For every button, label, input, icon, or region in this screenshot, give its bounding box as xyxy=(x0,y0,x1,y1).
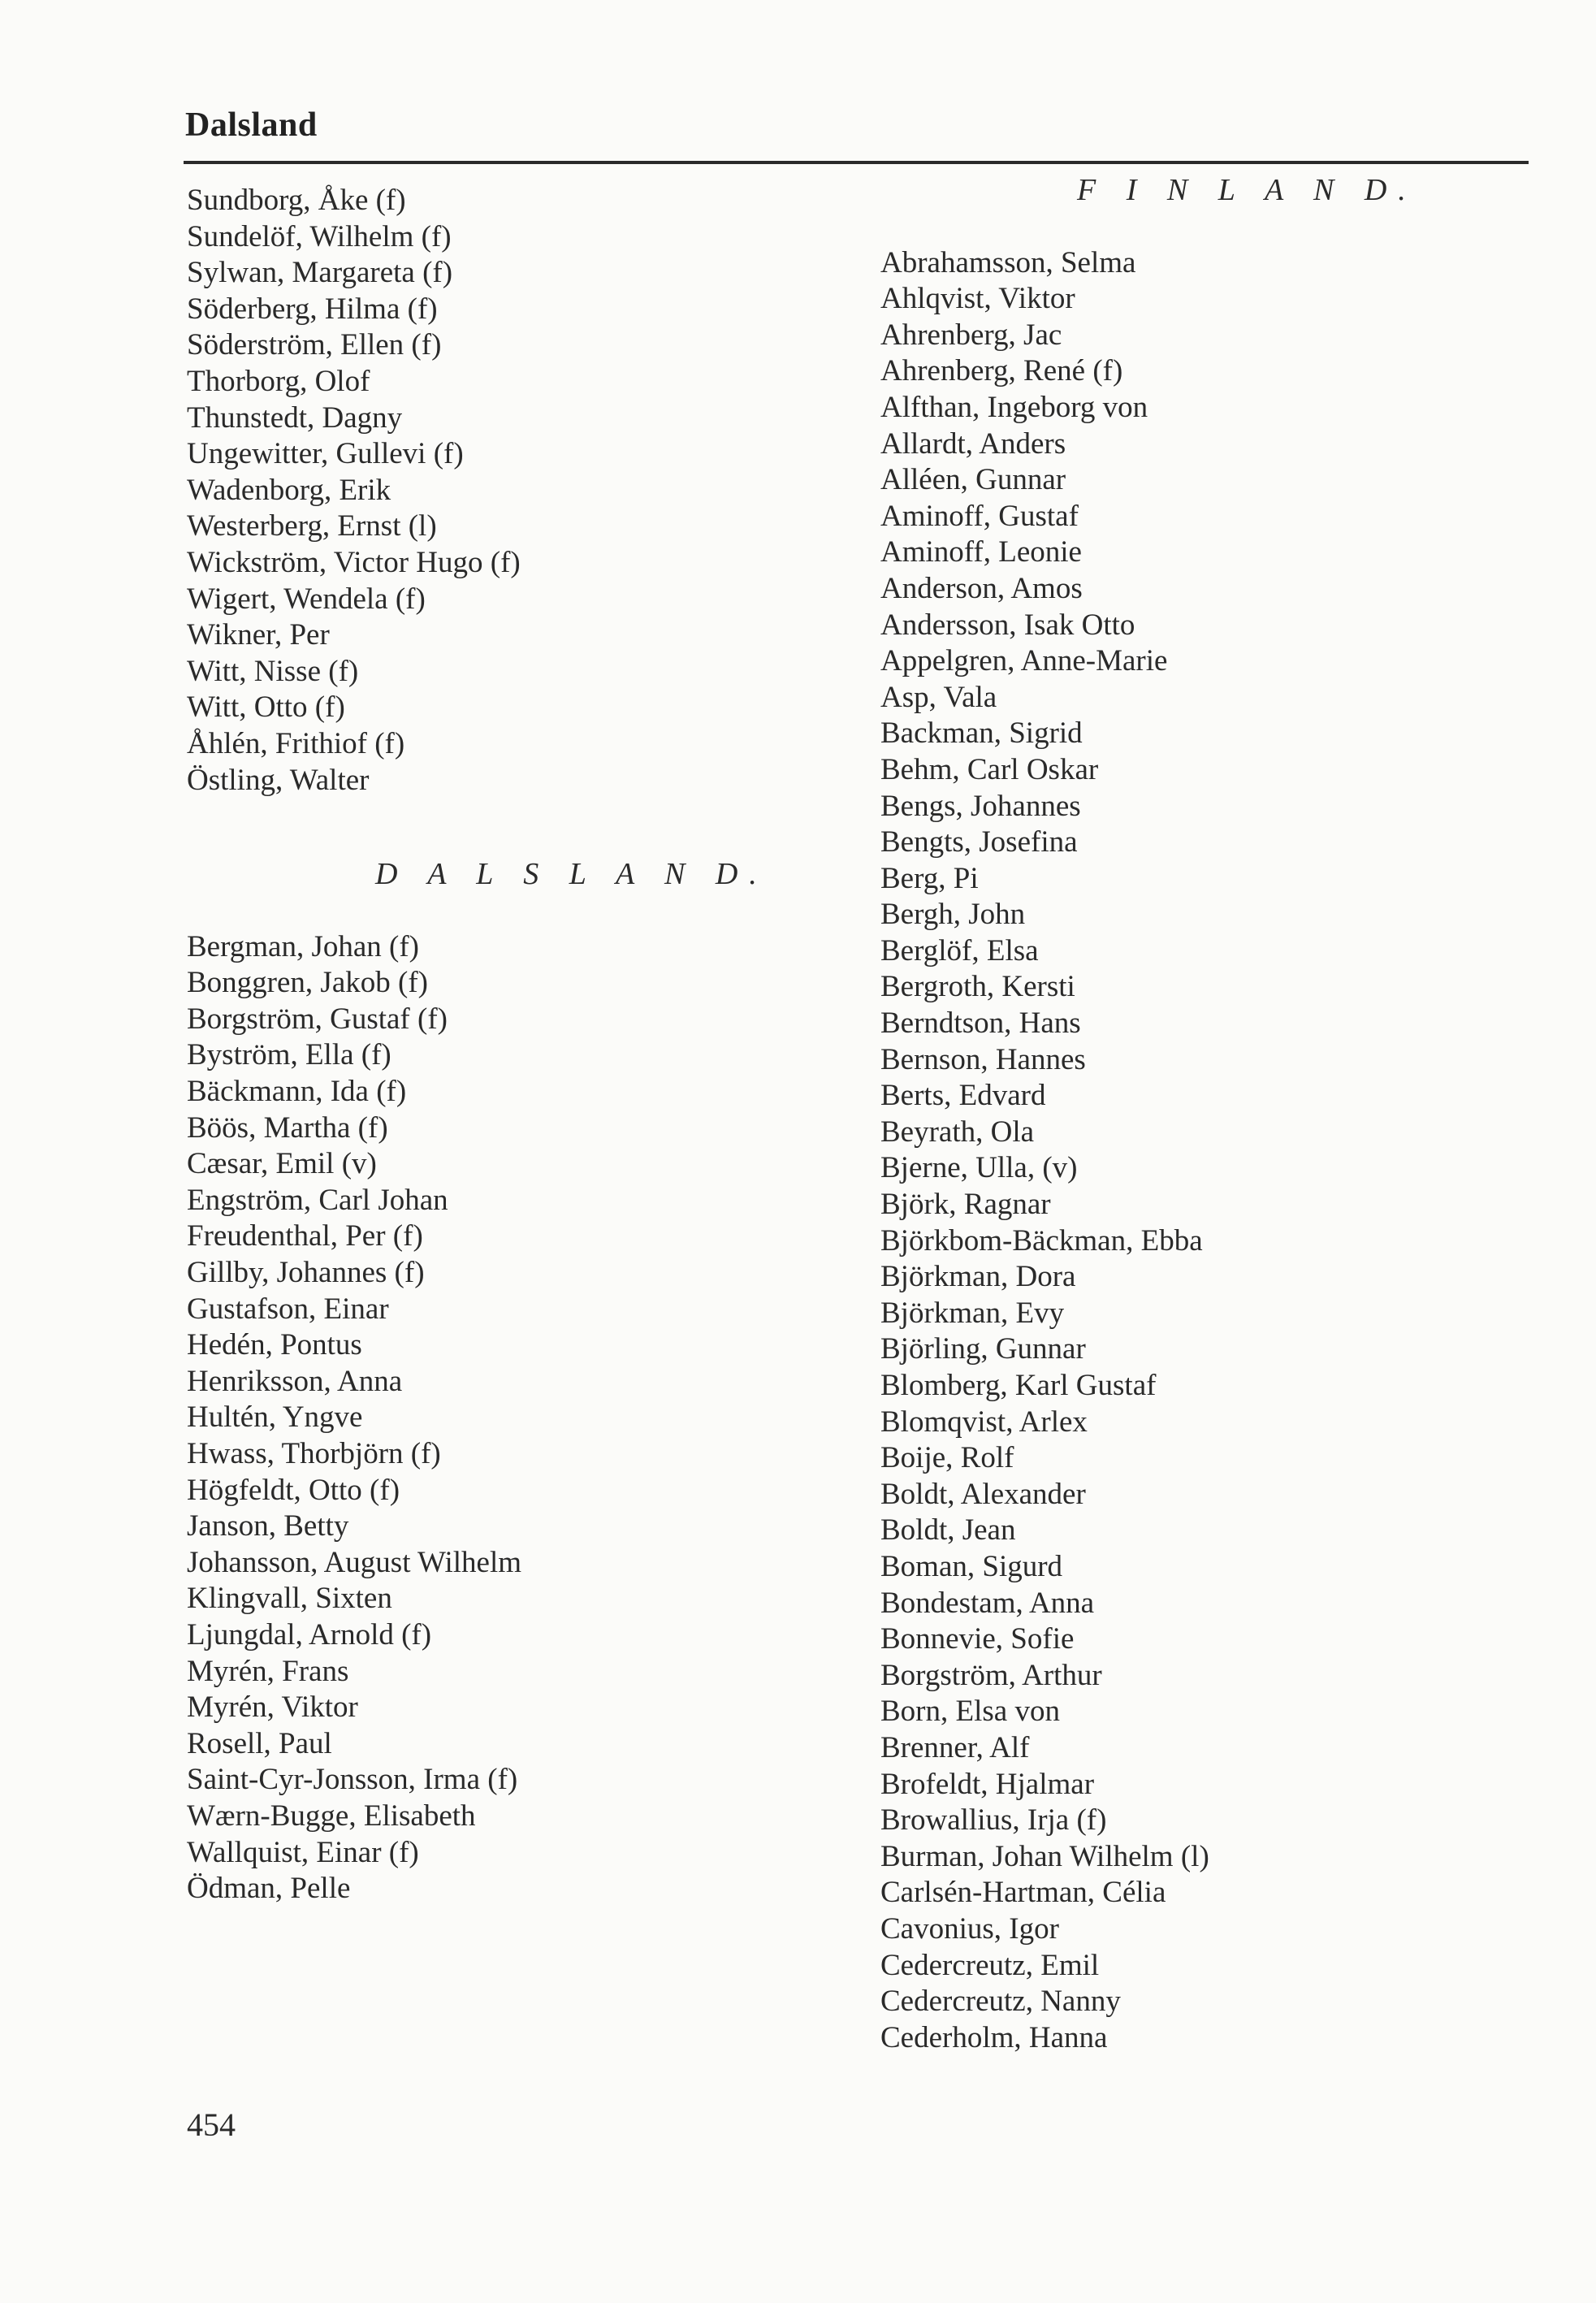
list-item: Alléen, Gunnar xyxy=(880,463,1066,497)
list-item: Böös, Martha (f) xyxy=(187,1110,388,1145)
list-item: Bonnevie, Sofie xyxy=(880,1622,1075,1656)
page-number: 454 xyxy=(187,2106,236,2143)
list-item: Boldt, Jean xyxy=(880,1513,1016,1548)
list-item: Burman, Johan Wilhelm (l) xyxy=(880,1839,1209,1873)
list-item: Ödman, Pelle xyxy=(187,1872,351,1906)
list-item: Behm, Carl Oskar xyxy=(880,752,1099,786)
list-item: Hedén, Pontus xyxy=(187,1328,362,1362)
list-item: Myrén, Frans xyxy=(187,1654,349,1688)
list-item: Cavonius, Igor xyxy=(880,1911,1059,1946)
list-item: Ungewitter, Gullevi (f) xyxy=(187,437,464,471)
list-item: Gustafson, Einar xyxy=(187,1292,389,1326)
list-item: Björk, Ragnar xyxy=(880,1188,1051,1222)
list-item: Östling, Walter xyxy=(187,763,370,797)
right-column xyxy=(880,172,1530,2056)
continued-entry-list xyxy=(187,183,837,799)
list-item: Gillby, Johannes (f) xyxy=(187,1256,425,1290)
list-item: Andersson, Isak Otto xyxy=(880,608,1135,642)
list-item: Ljungdal, Arnold (f) xyxy=(187,1617,432,1651)
list-item: Bengts, Josefina xyxy=(880,825,1078,859)
list-item: Westerberg, Ernst (l) xyxy=(187,509,437,543)
list-item: Browallius, Irja (f) xyxy=(880,1803,1107,1838)
list-item: Asp, Vala xyxy=(880,680,997,714)
list-item: Allardt, Anders xyxy=(880,426,1066,461)
list-item: Freudenthal, Per (f) xyxy=(187,1219,423,1253)
section-heading-finland: F I N L A N D. xyxy=(1077,173,1417,207)
list-item: Thorborg, Olof xyxy=(187,364,370,398)
list-item: Bergman, Johan (f) xyxy=(187,929,419,963)
list-item: Witt, Otto (f) xyxy=(187,690,345,725)
running-head: Dalsland xyxy=(185,106,318,144)
list-item: Björkman, Evy xyxy=(880,1296,1065,1330)
list-item: Bonggren, Jakob (f) xyxy=(187,966,428,1000)
list-item: Brofeldt, Hjalmar xyxy=(880,1767,1095,1801)
list-item: Blomberg, Karl Gustaf xyxy=(880,1369,1157,1402)
list-item: Johansson, August Wilhelm xyxy=(187,1545,522,1579)
list-item: Sundelöf, Wilhelm (f) xyxy=(187,219,452,253)
list-item: Berts, Edvard xyxy=(880,1079,1046,1113)
list-item: Rosell, Paul xyxy=(187,1726,332,1760)
finland-entry-list xyxy=(880,245,1530,2057)
list-item: Sylwan, Margareta (f) xyxy=(187,256,453,290)
list-item: Hultén, Yngve xyxy=(187,1400,363,1435)
list-item: Appelgren, Anne-Marie xyxy=(880,644,1168,678)
list-item: Witt, Nisse (f) xyxy=(187,654,359,688)
list-item: Carlsén-Hartman, Célia xyxy=(880,1876,1166,1910)
list-item: Högfeldt, Otto (f) xyxy=(187,1473,400,1507)
list-item: Cedercreutz, Emil xyxy=(880,1948,1100,1982)
list-item: Ahrenberg, Jac xyxy=(880,318,1062,352)
list-item: Boman, Sigurd xyxy=(880,1549,1063,1583)
list-item: Ahrenberg, René (f) xyxy=(880,354,1123,388)
list-item: Berndtson, Hans xyxy=(880,1006,1081,1041)
list-item: Wallquist, Einar (f) xyxy=(187,1835,419,1869)
list-item: Janson, Betty xyxy=(187,1509,349,1543)
list-item: Söderström, Ellen (f) xyxy=(187,328,442,362)
list-item: Bergh, John xyxy=(880,898,1026,932)
list-item: Saint-Cyr-Jonsson, Irma (f) xyxy=(187,1763,518,1797)
list-item: Wadenborg, Erik xyxy=(187,473,391,507)
list-item: Wigert, Wendela (f) xyxy=(187,582,426,616)
list-item: Engström, Carl Johan xyxy=(187,1183,448,1217)
list-item: Åhlén, Frithiof (f) xyxy=(187,726,405,760)
list-item: Hwass, Thorbjörn (f) xyxy=(187,1437,441,1470)
list-item: Aminoff, Gustaf xyxy=(880,499,1079,533)
list-item: Wikner, Per xyxy=(187,618,330,652)
list-item: Björling, Gunnar xyxy=(880,1332,1086,1366)
list-item: Cederholm, Hanna xyxy=(880,2020,1108,2054)
list-item: Ahlqvist, Viktor xyxy=(880,282,1075,316)
list-item: Sundborg, Åke (f) xyxy=(187,184,406,217)
dalsland-entry-list xyxy=(187,929,837,1907)
list-item: Cedercreutz, Nanny xyxy=(880,1985,1121,2019)
list-item: Anderson, Amos xyxy=(880,571,1083,605)
list-item: Cæsar, Emil (v) xyxy=(187,1147,377,1181)
section-heading-dalsland: D A L S L A N D. xyxy=(375,857,768,892)
list-item: Byström, Ella (f) xyxy=(187,1038,391,1072)
list-item: Borgström, Gustaf (f) xyxy=(187,1002,448,1036)
list-item: Wærn-Bugge, Elisabeth xyxy=(187,1799,476,1833)
list-item: Bernson, Hannes xyxy=(880,1042,1086,1076)
header-rule xyxy=(184,161,1529,164)
list-item: Thunstedt, Dagny xyxy=(187,400,403,435)
list-item: Abrahamsson, Selma xyxy=(880,245,1136,279)
list-item: Bengs, Johannes xyxy=(880,789,1081,823)
list-item: Berglöf, Elsa xyxy=(880,933,1039,968)
list-item: Henriksson, Anna xyxy=(187,1364,403,1398)
list-item: Björkbom-Bäckman, Ebba xyxy=(880,1223,1203,1258)
list-item: Blomqvist, Arlex xyxy=(880,1405,1088,1439)
list-item: Bondestam, Anna xyxy=(880,1586,1095,1620)
left-column xyxy=(187,183,837,1907)
list-item: Björkman, Dora xyxy=(880,1260,1076,1294)
list-item: Bäckmann, Ida (f) xyxy=(187,1075,407,1109)
list-item: Beyrath, Ola xyxy=(880,1115,1035,1149)
list-item: Bjerne, Ulla, (v) xyxy=(880,1151,1078,1185)
list-item: Aminoff, Leonie xyxy=(880,535,1082,569)
list-item: Berg, Pi xyxy=(880,861,979,895)
list-item: Alfthan, Ingeborg von xyxy=(880,390,1148,424)
list-item: Myrén, Viktor xyxy=(187,1690,358,1725)
list-item: Brenner, Alf xyxy=(880,1730,1030,1764)
list-item: Backman, Sigrid xyxy=(880,716,1083,751)
list-item: Wickström, Victor Hugo (f) xyxy=(187,545,521,579)
list-item: Söderberg, Hilma (f) xyxy=(187,292,438,326)
list-item: Borgström, Arthur xyxy=(880,1658,1102,1692)
list-item: Klingvall, Sixten xyxy=(187,1582,392,1616)
list-item: Born, Elsa von xyxy=(880,1695,1060,1729)
list-item: Boije, Rolf xyxy=(880,1441,1014,1475)
list-item: Bergroth, Kersti xyxy=(880,970,1075,1004)
list-item: Boldt, Alexander xyxy=(880,1477,1086,1511)
